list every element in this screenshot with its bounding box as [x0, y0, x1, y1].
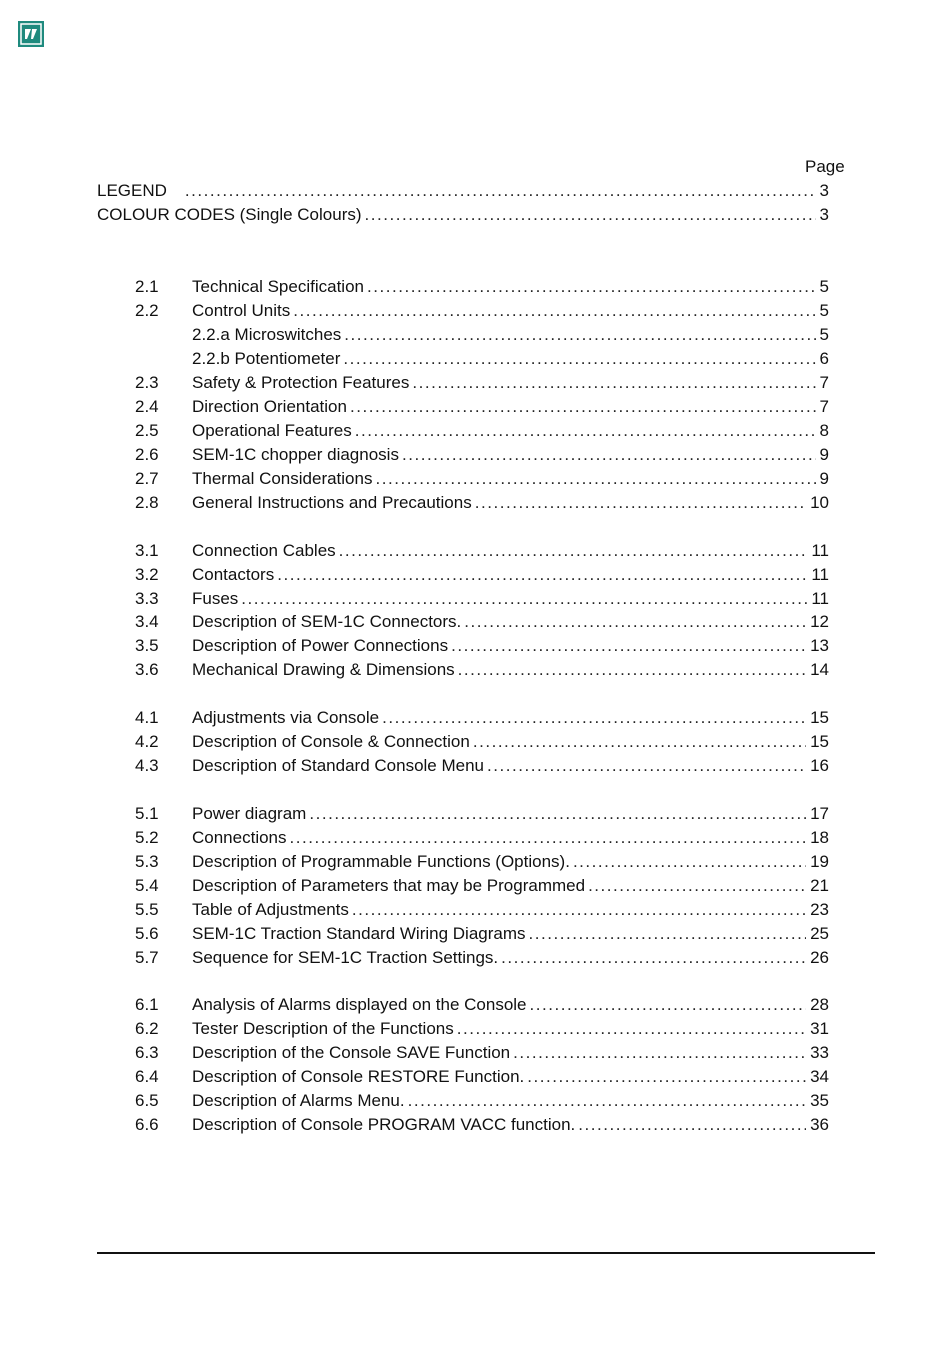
leader-dots	[529, 924, 807, 944]
toc-entry-colour-codes	[97, 205, 829, 229]
toc-entry	[135, 732, 829, 756]
toc-entry-number: 2.8	[135, 493, 159, 512]
toc-entry	[135, 828, 829, 852]
toc-entry	[135, 876, 829, 900]
toc-entry-title: Connection Cables	[192, 541, 336, 560]
toc-entry-title: General Instructions and Precautions	[192, 493, 472, 512]
toc-entry-page: 17	[810, 804, 829, 823]
toc-entry	[135, 900, 829, 924]
leader-dots	[375, 469, 815, 489]
toc-entry-legend	[97, 181, 829, 205]
toc-entry	[135, 349, 829, 373]
toc-entry-title: Analysis of Alarms displayed on the Console	[192, 995, 527, 1014]
toc-entry	[135, 756, 829, 780]
toc-entry-title: Technical Specification	[192, 277, 364, 296]
leader-dots	[464, 612, 806, 632]
toc-entry-page: 28	[810, 995, 829, 1014]
toc-entry-number: 5.5	[135, 900, 159, 919]
toc-entry-title: Description of the Console SAVE Function	[192, 1043, 511, 1062]
toc-entry	[135, 445, 829, 469]
leader-dots	[344, 325, 815, 345]
toc-entry-number: 5.4	[135, 876, 159, 895]
toc-entry	[135, 373, 829, 397]
toc-entry-page: 21	[810, 876, 829, 895]
leader-dots	[457, 1019, 806, 1039]
toc-entry-title: Connections	[192, 828, 287, 847]
toc-entry	[135, 1115, 829, 1139]
toc-entry-page: 11	[811, 565, 829, 584]
toc-entry	[135, 565, 829, 589]
toc-entry-page: 10	[810, 493, 829, 512]
toc-entry-number: 6.4	[135, 1067, 159, 1086]
leader-dots	[241, 589, 807, 609]
toc-entry-page: 11	[811, 541, 829, 560]
toc-entry-number: 6.2	[135, 1019, 159, 1038]
toc-entry	[135, 1067, 829, 1091]
company-logo-icon	[18, 21, 44, 47]
toc-entry-title: SEM-1C chopper diagnosis	[192, 445, 399, 464]
toc-entry-title: SEM-1C Traction Standard Wiring Diagrams	[192, 924, 526, 943]
toc-entry-title: Safety & Protection Features	[192, 373, 410, 392]
toc-entry-title: Operational Features	[192, 421, 352, 440]
toc-entry	[135, 301, 829, 325]
toc-entry-title: Mechanical Drawing & Dimensions	[192, 660, 455, 679]
toc-entry-number: 5.3	[135, 852, 159, 871]
toc-entry-page: 11	[811, 589, 829, 608]
toc-entry	[135, 469, 829, 493]
leader-dots	[573, 852, 806, 872]
toc-entry-title: 2.2.b Potentiometer	[192, 349, 341, 368]
leader-dots	[293, 301, 815, 321]
leader-dots	[473, 732, 806, 752]
toc-entry-page: 15	[810, 708, 829, 727]
toc-entry-title: Direction Orientation	[192, 397, 347, 416]
leader-dots	[367, 277, 816, 297]
toc-entry-number: 6.5	[135, 1091, 159, 1110]
toc-entry	[135, 397, 829, 421]
toc-entry-number: 5.7	[135, 948, 159, 967]
leader-dots	[487, 756, 806, 776]
toc-entry-number: 6.3	[135, 1043, 159, 1062]
toc-entry	[135, 708, 829, 732]
toc-entry-page: 36	[810, 1115, 829, 1134]
toc-entry	[135, 804, 829, 828]
toc-entry-number: 5.2	[135, 828, 159, 847]
leader-dots	[412, 373, 815, 393]
toc-entry	[135, 541, 829, 565]
leader-dots	[382, 708, 806, 728]
toc-entry-title: Description of Power Connections	[192, 636, 449, 655]
toc-entry	[135, 493, 829, 517]
toc-entry-number: 2.3	[135, 373, 159, 392]
toc-entry-number: 6.6	[135, 1115, 159, 1134]
toc-entry-page: 9	[819, 469, 829, 488]
toc-entry-title: Description of Parameters that may be Programmed	[192, 876, 586, 895]
leader-dots	[352, 900, 806, 920]
toc-entry-number: 3.4	[135, 612, 159, 631]
toc-entry-page: 3	[819, 181, 829, 200]
leader-dots	[588, 876, 806, 896]
toc-entry-page: 31	[810, 1019, 829, 1038]
toc-entry-number: 6.1	[135, 995, 159, 1014]
toc-entry-title: Power diagram	[192, 804, 307, 823]
toc-entry	[135, 612, 829, 636]
leader-dots	[451, 636, 806, 656]
toc-entry-title: Description of Console PROGRAM VACC function.	[192, 1115, 576, 1134]
leader-dots	[501, 948, 806, 968]
toc-entry-page: 34	[810, 1067, 829, 1086]
toc-entry-page: 18	[810, 828, 829, 847]
toc-entry-number: 2.6	[135, 445, 159, 464]
toc-entry-page: 5	[819, 301, 829, 320]
toc-entry-number: 3.2	[135, 565, 159, 584]
toc-entry	[135, 1043, 829, 1067]
toc-entry-number: 4.3	[135, 756, 159, 775]
toc-entry-title: Description of Programmable Functions (Options).	[192, 852, 570, 871]
leader-dots	[402, 445, 816, 465]
toc-entry-number: 2.4	[135, 397, 159, 416]
toc-entry	[135, 589, 829, 613]
toc-entry-page: 14	[810, 660, 829, 679]
toc-entry-title: COLOUR CODES (Single Colours)	[97, 205, 362, 224]
leader-dots	[339, 541, 808, 561]
toc-entry-title: Table of Adjustments	[192, 900, 349, 919]
toc-entry-title: Description of Standard Console Menu	[192, 756, 484, 775]
toc-entry	[135, 277, 829, 301]
toc-entry	[135, 995, 829, 1019]
toc-entry-number: 5.1	[135, 804, 159, 823]
toc-entry-title: 2.2.a Microswitches	[192, 325, 342, 344]
toc-entry-page: 33	[810, 1043, 829, 1062]
toc-entry	[135, 1091, 829, 1115]
toc-entry-title: Sequence for SEM-1C Traction Settings.	[192, 948, 499, 967]
toc-entry-number: 4.1	[135, 708, 159, 727]
toc-entry-page: 12	[810, 612, 829, 631]
leader-dots	[309, 804, 806, 824]
toc-entry-page: 9	[819, 445, 829, 464]
leader-dots	[343, 349, 815, 369]
toc-entry-title: Contactors	[192, 565, 275, 584]
toc-entry-page: 35	[810, 1091, 829, 1110]
toc-entry-title: Thermal Considerations	[192, 469, 373, 488]
toc-entry-page: 7	[819, 397, 829, 416]
toc-entry-page: 16	[810, 756, 829, 775]
toc-entry-number: 2.2	[135, 301, 159, 320]
toc-entry	[135, 948, 829, 972]
toc-entry-page: 3	[819, 205, 829, 224]
page-column-label: Page	[805, 157, 845, 176]
toc-entry-page: 26	[810, 948, 829, 967]
toc-entry	[135, 660, 829, 684]
leader-dots	[527, 1067, 806, 1087]
toc-entry	[135, 852, 829, 876]
toc-entry-number: 3.3	[135, 589, 159, 608]
toc-entry-title: Fuses	[192, 589, 239, 608]
toc-entry-number: 2.5	[135, 421, 159, 440]
toc-entry-number: 2.7	[135, 469, 159, 488]
toc-entry-page: 6	[819, 349, 829, 368]
toc-entry-number: 3.5	[135, 636, 159, 655]
leader-dots	[408, 1091, 806, 1111]
toc-entry-page: 13	[810, 636, 829, 655]
toc-entry-title: Control Units	[192, 301, 291, 320]
toc-entry-title: Tester Description of the Functions	[192, 1019, 454, 1038]
footer-rule	[97, 1252, 875, 1254]
toc-entry-page: 25	[810, 924, 829, 943]
toc-entry	[135, 924, 829, 948]
toc-entry	[135, 421, 829, 445]
toc-entry-page: 5	[819, 325, 829, 344]
toc-entry	[135, 1019, 829, 1043]
leader-dots	[458, 660, 806, 680]
toc-entry-number: 4.2	[135, 732, 159, 751]
leader-dots	[365, 205, 816, 225]
toc-entry-number: 2.1	[135, 277, 159, 296]
toc-entry-number: 3.1	[135, 541, 159, 560]
toc-entry-page: 23	[810, 900, 829, 919]
leader-dots	[578, 1115, 806, 1135]
toc-entry-title: Adjustments via Console	[192, 708, 380, 727]
toc-entry-title: LEGEND	[97, 181, 167, 200]
leader-dots	[530, 995, 807, 1015]
leader-dots	[355, 421, 816, 441]
toc-entry-page: 19	[810, 852, 829, 871]
toc-entry-title: Description of SEM-1C Connectors.	[192, 612, 462, 631]
toc-entry-page: 15	[810, 732, 829, 751]
toc-entry-title: Description of Console & Connection	[192, 732, 470, 751]
toc-entry-page: 5	[819, 277, 829, 296]
toc-entry-page: 7	[819, 373, 829, 392]
leader-dots	[185, 181, 816, 201]
leader-dots	[513, 1043, 806, 1063]
toc-entry-title: Description of Console RESTORE Function.	[192, 1067, 525, 1086]
leader-dots	[290, 828, 807, 848]
toc-entry-title: Description of Alarms Menu.	[192, 1091, 405, 1110]
leader-dots	[475, 493, 806, 513]
toc-entry-page: 8	[819, 421, 829, 440]
toc-entry	[135, 325, 829, 349]
toc-entry	[135, 636, 829, 660]
toc-entry-number: 5.6	[135, 924, 159, 943]
leader-dots	[277, 565, 807, 585]
leader-dots	[350, 397, 816, 417]
toc-entry-number: 3.6	[135, 660, 159, 679]
